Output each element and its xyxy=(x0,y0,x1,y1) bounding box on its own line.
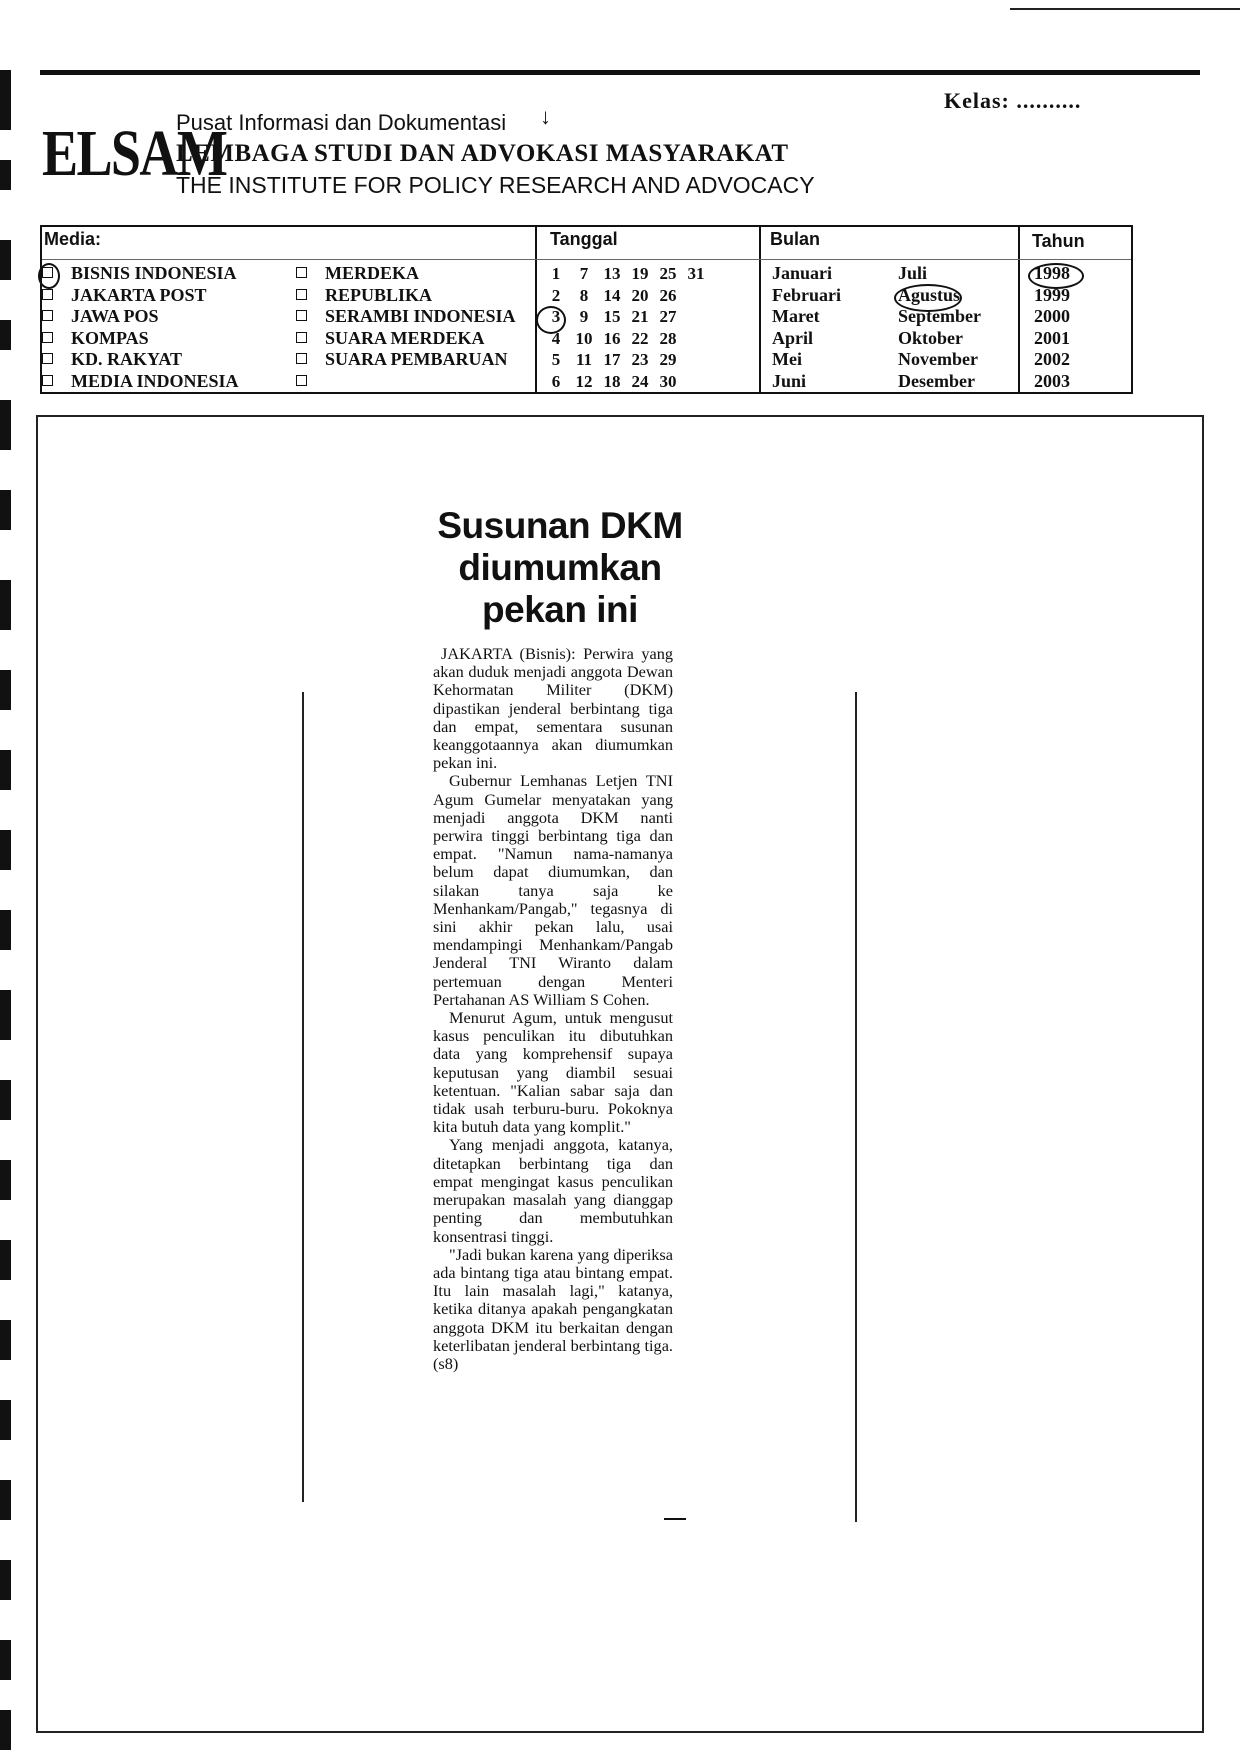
article-body xyxy=(433,645,673,1373)
corner-rule xyxy=(1010,8,1240,10)
column-rule-right xyxy=(855,692,857,1522)
media-option[interactable]: KOMPAS xyxy=(42,328,239,350)
checkbox-icon xyxy=(42,289,53,300)
top-rule xyxy=(40,70,1200,75)
bulan-item[interactable]: Oktober xyxy=(898,327,963,348)
selection-circle xyxy=(536,306,566,334)
tahun-item[interactable]: 2000 xyxy=(1034,306,1070,327)
media-label: Media: xyxy=(44,229,102,249)
bulan-item[interactable]: Januari xyxy=(772,263,833,283)
media-option[interactable]: KD. RAKYAT xyxy=(42,349,239,371)
selection-circle xyxy=(894,284,962,312)
tanggal-row: 6 12 18 24 30 xyxy=(551,371,677,391)
bulan-label: Bulan xyxy=(770,229,821,249)
bulan-item[interactable]: Maret xyxy=(772,306,820,327)
bulan-item[interactable]: Desember xyxy=(898,370,975,391)
bulan-item[interactable]: Agustus xyxy=(898,284,961,305)
end-rule xyxy=(664,1518,686,1520)
article-paragraph: Menurut Agum, untuk mengusut kasus penculikan itu dibutuhkan data yang komprehensif supaya keputusan yang diambil sesuai ketentuan. "Kalian sabar saja dan tidak usah terburu-buru. Pokoknya kita butuh data yang komplit." xyxy=(433,1008,673,1137)
media-option[interactable]: BISNIS INDONESIA xyxy=(42,263,239,285)
checkbox-icon xyxy=(42,310,53,321)
kelas-field: Kelas: .......... xyxy=(944,88,1082,113)
bulan-item[interactable]: September xyxy=(898,306,981,327)
article-paragraph: Yang menjadi anggota, katanya, ditetapkan berbintang tiga dan empat mengingat kasus penculikan merupakan masalah yang dianggap penting dan membutuhkan konsentrasi tinggi. xyxy=(433,1135,673,1246)
selection-circle xyxy=(1028,263,1084,289)
checkbox-icon xyxy=(296,267,307,278)
checkbox-icon xyxy=(296,375,307,386)
bulan-list-2 xyxy=(898,263,981,393)
org-line-1: Pusat Informasi dan Dokumentasi xyxy=(176,110,507,135)
checkbox-icon xyxy=(42,353,53,364)
media-list-1 xyxy=(42,263,239,393)
checkbox-icon xyxy=(296,353,307,364)
tanggal-row: 5 11 17 23 29 xyxy=(551,350,677,370)
org-line-2: LEMBAGA STUDI DAN ADVOKASI MASYARAKAT xyxy=(176,140,789,167)
checkbox-icon xyxy=(42,332,53,343)
tahun-item[interactable]: 2003 xyxy=(1034,370,1070,391)
tanggal-row: 3 9 15 21 27 xyxy=(551,307,677,327)
media-option[interactable]: MERDEKA xyxy=(296,263,516,285)
tanggal-label: Tanggal xyxy=(550,229,618,249)
org-line-3: THE INSTITUTE FOR POLICY RESEARCH AND ADVOCACY xyxy=(176,172,815,198)
media-option[interactable]: SUARA PEMBARUAN xyxy=(296,349,516,371)
bulan-item[interactable]: Mei xyxy=(772,349,802,370)
media-option[interactable]: JAKARTA POST xyxy=(42,285,239,307)
media-option[interactable]: JAWA POS xyxy=(42,306,239,328)
binding-edge xyxy=(0,70,18,1750)
checkbox-icon xyxy=(296,310,307,321)
bulan-item[interactable]: Juli xyxy=(898,263,928,283)
selection-circle xyxy=(38,263,60,289)
tanggal-row: 1 7 13 19 25 31 xyxy=(551,264,705,283)
checkbox-icon xyxy=(42,375,53,386)
media-option[interactable]: MEDIA INDONESIA xyxy=(42,371,239,393)
bulan-item[interactable]: Juni xyxy=(772,370,807,391)
checkbox-icon xyxy=(296,332,307,343)
article-paragraph: JAKARTA (Bisnis): Perwira yang akan duduk menjadi anggota Dewan Kehormatan Militer (DKM) dipastikan jenderal berbintang tiga dan empat, sementara susunan keanggotaannya akan diumumkan pekan ini. xyxy=(433,644,673,773)
tahun-item[interactable]: 1998 xyxy=(1034,263,1070,283)
article-headline: Susunan DKM diumumkan pekan ini xyxy=(437,505,683,630)
media-list-2 xyxy=(296,263,516,393)
tanggal-grid xyxy=(542,263,710,393)
bulan-list-1 xyxy=(772,263,841,393)
checkbox-icon xyxy=(296,289,307,300)
tahun-item[interactable]: 2002 xyxy=(1034,349,1070,370)
bulan-item[interactable]: April xyxy=(772,327,814,348)
tanggal-row: 2 8 14 20 26 xyxy=(551,285,677,305)
bulan-item[interactable]: November xyxy=(898,349,978,370)
elsam-logo: ELSAM xyxy=(42,117,227,190)
tanggal-row: 4 10 16 22 28 xyxy=(551,328,677,348)
tahun-item[interactable]: 1999 xyxy=(1034,284,1070,305)
pen-mark: ↓ xyxy=(540,104,551,129)
article-paragraph: Gubernur Lemhanas Letjen TNI Agum Gumelar menyatakan yang menjadi anggota DKM nanti perwira tinggi berbintang tiga dan empat. "Namun nama-namanya belum dapat diumumkan, dan silakan tanya saja ke Menhankam/Pangab," tegasnya di sini akhir pekan lalu, usai mendampingi Menhankam/Pangab Jenderal TNI Wiranto dalam pertemuan dengan Menteri Pertahanan AS William S Cohen. xyxy=(433,771,673,1009)
media-option[interactable]: SUARA MERDEKA xyxy=(296,328,516,350)
tahun-item[interactable]: 2001 xyxy=(1034,327,1070,348)
bulan-item[interactable]: Februari xyxy=(772,284,841,305)
media-option[interactable]: SERAMBI INDONESIA xyxy=(296,306,516,328)
article-paragraph: "Jadi bukan karena yang diperiksa ada bintang tiga atau bintang empat. Itu lain masalah lagi," katanya, ketika ditanya apakah pengangkatan anggota DKM itu berkaitan dengan keterlibatan jenderal berbintang tiga. (s8) xyxy=(433,1244,673,1373)
tahun-label: Tahun xyxy=(1032,231,1085,251)
column-rule-left xyxy=(302,692,304,1502)
clipping-form xyxy=(40,225,1133,394)
media-option[interactable] xyxy=(296,371,516,393)
media-option[interactable]: REPUBLIKA xyxy=(296,285,516,307)
